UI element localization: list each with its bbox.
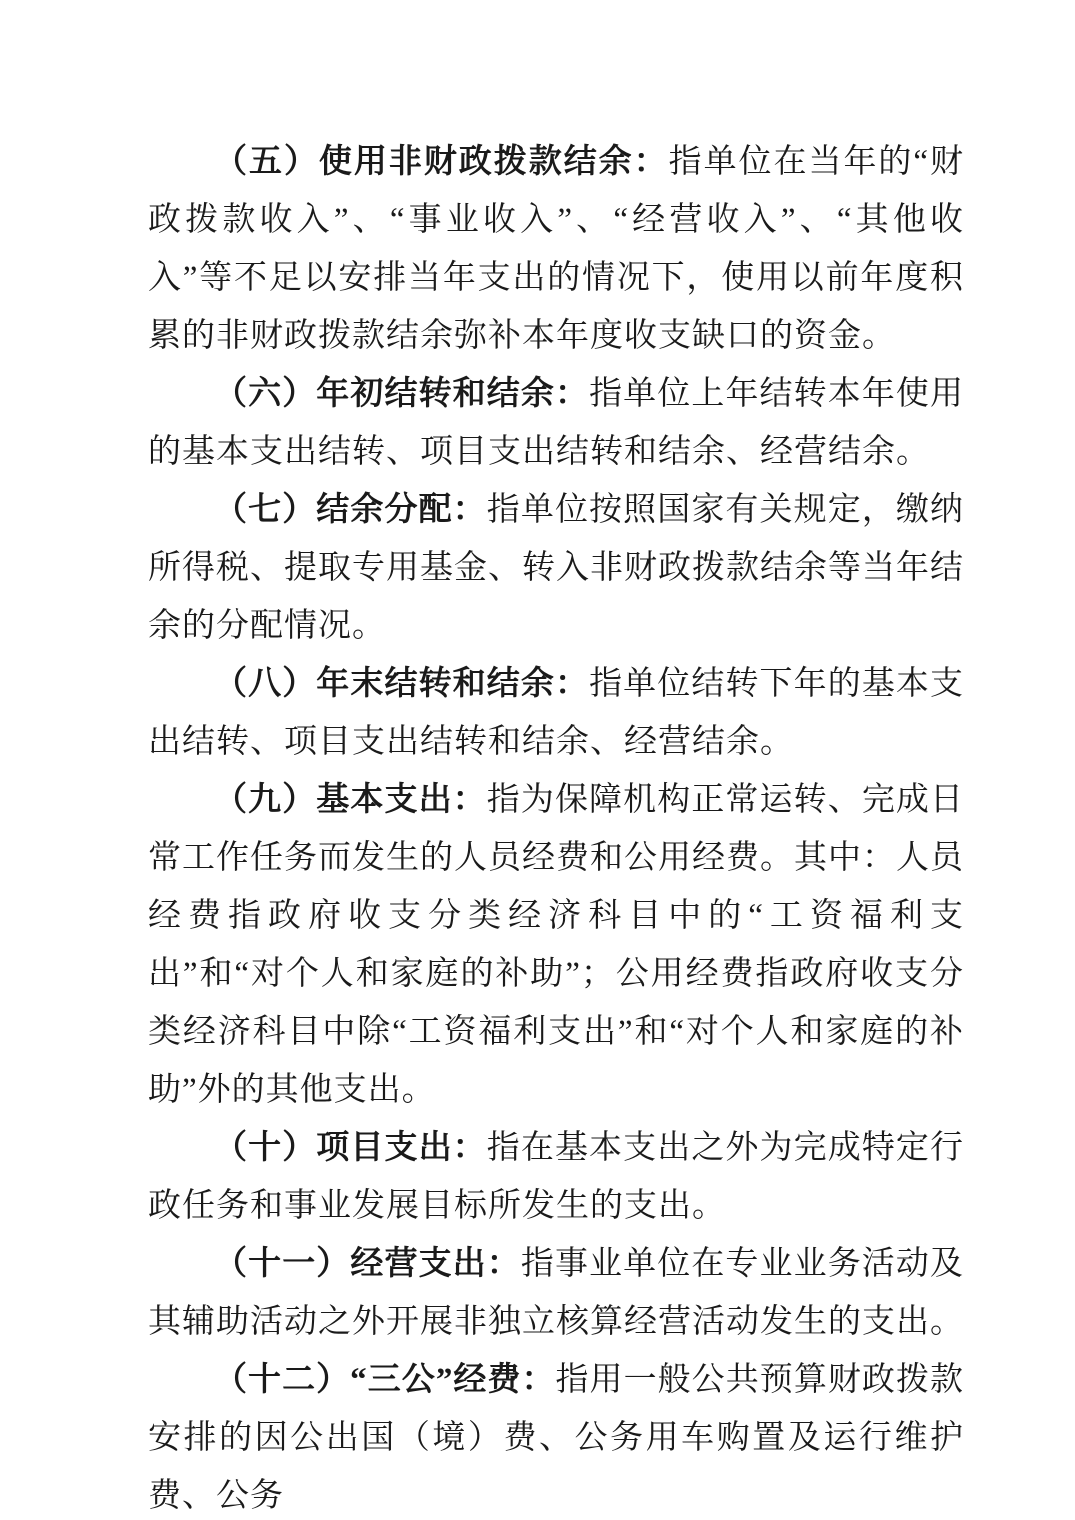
paragraph-item-6 bbox=[148, 365, 964, 481]
paragraph-body: 指为保障机构正常运转、完成日常工作任务而发生的人员经费和公用经费。其中：人员经费指政府收支分类经济科目中的“工资福利支出”和“对个人和家庭的补助”；公用经费指政府收支分类经济科目中除“工资福利支出”和“对个人和家庭的补助”外的其他支出。 bbox=[148, 782, 965, 1108]
paragraph-body: 指单位上年结转本年使用的基本支出结转、项目支出结转和结余、经营结余。 bbox=[148, 376, 965, 470]
document-text-block bbox=[148, 133, 964, 1520]
paragraph-item-10 bbox=[148, 1119, 964, 1235]
paragraph-lead: （八）年末结转和结余： bbox=[214, 666, 590, 702]
paragraph-item-11 bbox=[148, 1235, 964, 1351]
paragraph-body: 指用一般公共预算财政拨款安排的因公出国（境）费、公务用车购置及运行维护费、公务 bbox=[148, 1362, 965, 1514]
paragraph-item-9 bbox=[148, 771, 964, 1119]
paragraph-lead: （十一）经营支出： bbox=[214, 1246, 521, 1282]
paragraph-body: 指单位在当年的“财政拨款收入”、“事业收入”、“经营收入”、“其他收入”等不足以安排当年支出的情况下，使用以前年度积累的非财政拨款结余弥补本年度收支缺口的资金。 bbox=[148, 144, 964, 354]
paragraph-body: 指单位按照国家有关规定，缴纳所得税、提取专用基金、转入非财政拨款结余等当年结余的分配情况。 bbox=[148, 492, 965, 644]
paragraph-lead: （十二）“三公”经费： bbox=[214, 1362, 556, 1398]
paragraph-body: 指单位结转下年的基本支出结转、项目支出结转和结余、经营结余。 bbox=[148, 666, 965, 760]
paragraph-lead: （十）项目支出： bbox=[214, 1130, 487, 1166]
paragraph-item-5 bbox=[148, 133, 964, 365]
paragraph-item-7 bbox=[148, 481, 964, 655]
paragraph-lead: （七）结余分配： bbox=[214, 492, 487, 528]
paragraph-lead: （六）年初结转和结余： bbox=[214, 376, 590, 412]
paragraph-item-12 bbox=[148, 1351, 964, 1520]
paragraph-body: 指事业单位在专业业务活动及其辅助活动之外开展非独立核算经营活动发生的支出。 bbox=[148, 1246, 965, 1340]
paragraph-body: 指在基本支出之外为完成特定行政任务和事业发展目标所发生的支出。 bbox=[148, 1130, 965, 1224]
paragraph-lead: （五）使用非财政拨款结余： bbox=[214, 144, 669, 180]
paragraph-item-8 bbox=[148, 655, 964, 771]
paragraph-lead: （九）基本支出： bbox=[214, 782, 487, 818]
